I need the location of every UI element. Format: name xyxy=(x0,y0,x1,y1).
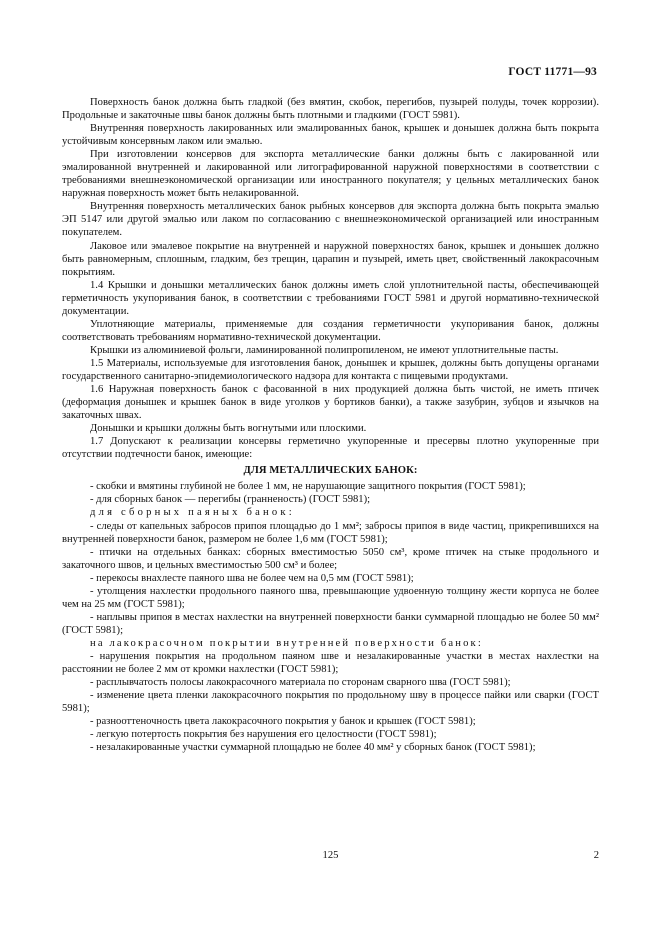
document-body xyxy=(62,96,599,754)
paragraph: 1.5 Материалы, используемые для изготовления банок, донышек и крышек, должны быть допущены органами государственного санитарно-эпидемиологического надзора для контакта с пищевыми продуктами. xyxy=(62,357,599,382)
paragraph: Крышки из алюминиевой фольги, ламинированной полипропиленом, не имеют уплотнительные пасты. xyxy=(90,344,559,356)
list-item: - птички на отдельных банках: сборных вместимостью 5050 см³, кроме птичек на стыке продольного и закаточного швов, и цельных вместимостью 500 см³ и более; xyxy=(62,546,599,571)
list-item: - скобки и вмятины глубиной не более 1 мм, не нарушающие защитного покрытия (ГОСТ 5981); xyxy=(90,481,526,493)
paragraph: Внутренняя поверхность металлических банок рыбных консервов для экспорта должна быть покрыта эмалью ЭП 5147 или другой эмалью или лаком по согласованию с внешнеэкономической организацией или иностранным покупателем. xyxy=(62,201,599,239)
subheading: на лакокрасочном покрытии внутренней поверхности банок: xyxy=(90,637,483,649)
section-title: ДЛЯ МЕТАЛЛИЧЕСКИХ БАНОК: xyxy=(243,465,418,477)
list-item: - легкую потертость покрытия без нарушения его целостности (ГОСТ 5981); xyxy=(90,729,437,741)
list-item: - разнооттеночность цвета лакокрасочного покрытия у банок и крышек (ГОСТ 5981); xyxy=(90,716,476,728)
paragraph: Лаковое или эмалевое покрытие на внутренней и наружной поверхностях банок, крышек и донышек должно быть равномерным, сплошным, гладким, без трещин, царапин и пузырей, иметь цвет, свойственный лакокрасочным покрытиям. xyxy=(62,240,599,278)
paragraph: Донышки и крышки должны быть вогнутыми или плоскими. xyxy=(90,423,367,435)
paragraph: Поверхность банок должна быть гладкой (без вмятин, скобок, перегибов, пузырей полуды, точек коррозии). Продольные и закаточные швы банок должны быть плотными и гладкими (ГОСТ 5981). xyxy=(62,97,599,122)
list-item: - нарушения покрытия на продольном паяном шве и незалакированные участки в местах нахлестки на расстоянии не более 2 мм от кромки нахлестки (ГОСТ 5981); xyxy=(62,650,599,676)
paragraph: Внутренняя поверхность лакированных или эмалированных банок, крышек и донышек должна быть покрыта устойчивым консервным лаком или эмалью. xyxy=(62,123,599,148)
list-item: - следы от капельных забросов припоя площадью до 1 мм²; забросы припоя в виде частиц, прикрепившихся на внутренней поверхности банок, размером не более 1,6 мм (ГОСТ 5981); xyxy=(62,520,599,545)
page-number: 125 xyxy=(322,850,339,861)
list-item: - наплывы припоя в местах нахлестки на внутренней поверхности банки суммарной площадью не более 50 мм² (ГОСТ 5981); xyxy=(62,611,599,636)
list-item: - незалакированные участки суммарной площадью не более 40 мм² у сборных банок (ГОСТ 5981); xyxy=(90,742,536,754)
sheet-number: 2 xyxy=(593,850,599,861)
subheading: для сборных паяных банок: xyxy=(90,507,295,519)
list-item: - для сборных банок — перегибы (гранненость) (ГОСТ 5981); xyxy=(90,494,371,506)
list-item: - изменение цвета пленки лакокрасочного покрытия по продольному шву в процессе пайки или сварки (ГОСТ 5981); xyxy=(62,690,599,715)
paragraph: Уплотняющие материалы, применяемые для создания герметичности укупоривания банок, должны соответствовать требованиям нормативно-технической документации. xyxy=(62,318,599,343)
paragraph: 1.6 Наружная поверхность банок с фасованной в них продукцией должна быть чистой, не иметь птичек (деформация донышек и крышек банок в виде уголков у бортиков банки), а также зазубрин, зубцов и язычков на закаточных швах. xyxy=(62,384,599,422)
paragraph: При изготовлении консервов для экспорта металлические банки должны быть с лакированной или эмалированной внутренней и лакированной или литографированной наружной поверхностями в соответствии с требованиями внешнеэкономической организации или иностранного покупателя; у цельных металлических банок наружная поверхность может быть нелакированной. xyxy=(62,149,599,200)
list-item: - перекосы внахлесте паяного шва не более чем на 0,5 мм (ГОСТ 5981); xyxy=(90,572,414,584)
list-item: - утолщения нахлестки продольного паяного шва, превышающие удвоенную толщину жести корпуса не более чем на 25 мм (ГОСТ 5981); xyxy=(62,585,599,610)
standard-designation: ГОСТ 11771—93 xyxy=(508,66,597,78)
list-item: - расплывчатость полосы лакокрасочного материала по сторонам сварного шва (ГОСТ 5981); xyxy=(90,677,511,689)
paragraph: 1.4 Крышки и донышки металлических банок должны иметь слой уплотнительной пасты, обеспечивающей герметичность укупоривания банок, в соответствии с требованиями ГОСТ 5981 и другой нормативно-технической документации. xyxy=(62,279,599,317)
paragraph: 1.7 Допускают к реализации консервы герметично укупоренные и пресервы плотно укупоренные при отсутствии подтечности банок, имеющие: xyxy=(62,436,599,461)
